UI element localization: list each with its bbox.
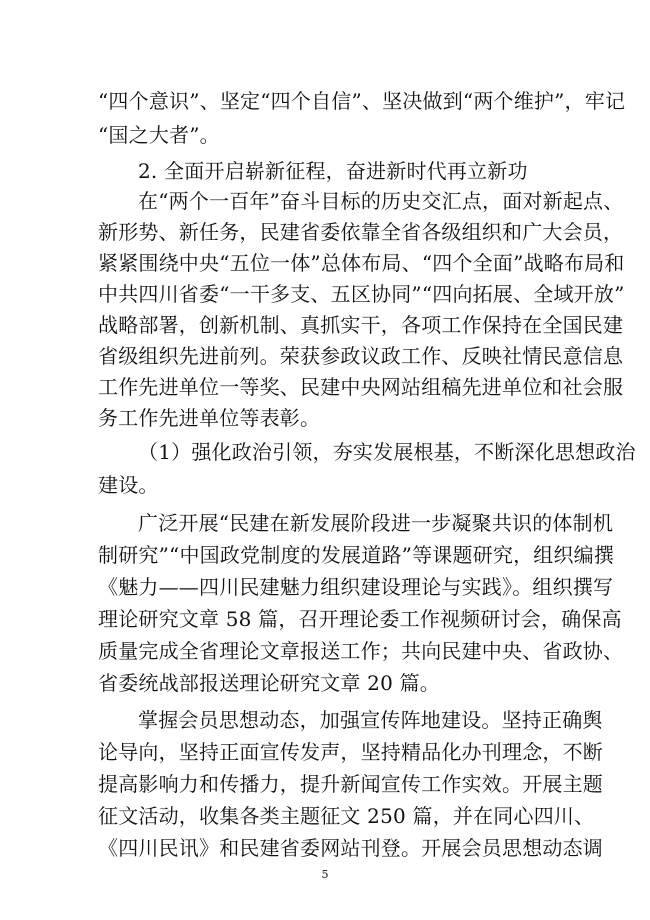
text-line: 工作先进单位一等奖、民建中央网站组稿先进单位和社会服 (98, 375, 624, 399)
text-line: 广泛开展“民建在新发展阶段进一步凝聚共识的体制机 (138, 511, 614, 535)
text-line: 掌握会员思想动态，加强宣传阵地建设。坚持正确舆 (138, 708, 603, 732)
text-line: 征文活动，收集各类主题征文 250 篇，并在同心四川、 (98, 804, 595, 828)
section-heading: 2. 全面开启崭新征程，奋进新时代再立新功 (138, 159, 528, 183)
text-line: 务工作先进单位等表彰。 (98, 406, 321, 430)
subsection-heading: （1）强化政治引领，夯实发展根基，不断深化思想政治 (138, 440, 636, 464)
text-line: 《魅力——四川民建魅力组织建设理论与实践》。组织撰写 (98, 575, 614, 599)
text-line: 战略部署，创新机制、真抓实干，各项工作保持在全国民建 (98, 313, 624, 337)
text-line: 提高影响力和传播力，提升新闻宣传工作实效。开展主题 (98, 772, 603, 796)
text-line: 质量完成全省理论文章报送工作；共向民建中央、省政协、 (98, 639, 624, 663)
text-line: 新形势、新任务，民建省委依靠全省各级组织和广大会员， (98, 220, 624, 244)
text-line: 省级组织先进前列。荣获参政议政工作、反映社情民意信息 (98, 344, 624, 368)
text-line: 紧紧围绕中央“五位一体”总体布局、“四个全面”战略布局和 (98, 251, 625, 275)
page-number: 5 (321, 868, 329, 881)
text-line: “国之大者”。 (98, 123, 220, 147)
text-line: 论导向，坚持正面宣传发声，坚持精品化办刊理念，不断 (98, 740, 603, 764)
text-line: 理论研究文章 58 篇，召开理论委工作视频研讨会，确保高 (98, 607, 622, 631)
text-line: 《四川民讯》和民建省委网站刊登。开展会员思想动态调 (98, 836, 603, 860)
text-line: 在“两个一百年”奋斗目标的历史交汇点，面对新起点、 (138, 189, 624, 213)
text-line: 省委统战部报送理论研究文章 20 篇。 (98, 671, 440, 695)
text-line: “四个意识”、坚定“四个自信”、坚决做到“两个维护”，牢记 (98, 89, 626, 113)
subsection-heading-continued: 建设。 (98, 473, 159, 497)
text-line: 中共四川省委“一干多支、五区协同”“四向拓展、全域开放” (98, 282, 625, 306)
text-line: 制研究”“中国政党制度的发展道路”等课题研究，组织编撰 (98, 543, 615, 567)
